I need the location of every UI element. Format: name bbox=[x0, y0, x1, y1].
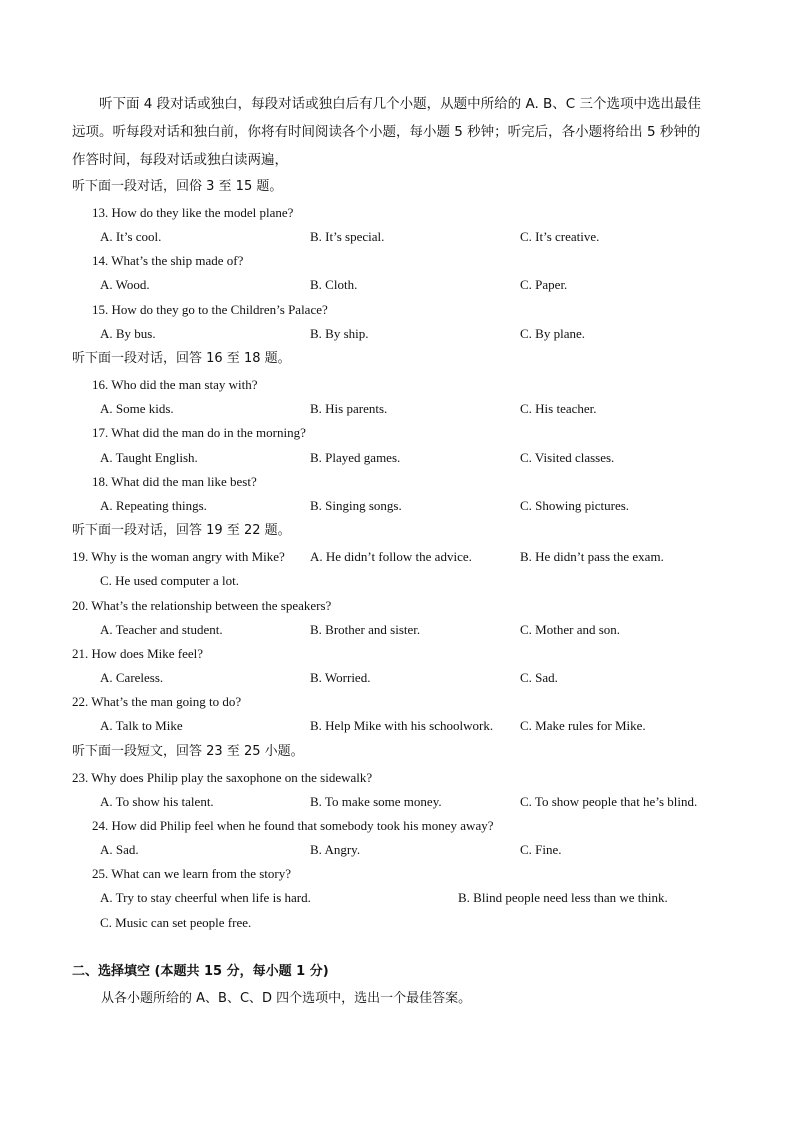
question-17-option-a: A. Taught English. bbox=[100, 450, 198, 465]
section-heading-3: 听下面一段对话，回答 19 至 22 题。 bbox=[72, 523, 291, 538]
question-14-option-b: B. Cloth. bbox=[310, 277, 358, 292]
question-14-option-c: C. Paper. bbox=[520, 277, 568, 292]
question-22-option-a: A. Talk to Mike bbox=[100, 718, 183, 733]
question-25-option-c: C. Music can set people free. bbox=[100, 915, 252, 930]
part-2-title: 二、选择填空 (本题共 15 分，每小题 1 分) bbox=[72, 964, 329, 979]
question-21-option-b: B. Worried. bbox=[310, 670, 371, 685]
question-15-option-c: C. By plane. bbox=[520, 326, 585, 341]
question-19-stem: 19. Why is the woman angry with Mike? bbox=[72, 549, 285, 564]
question-18-stem: 18. What did the man like best? bbox=[92, 474, 257, 489]
question-25-stem: 25. What can we learn from the story? bbox=[92, 866, 292, 881]
question-14-stem: 14. What’s the ship made of? bbox=[92, 253, 244, 268]
section-heading-1: 听下面一段对话，回俗 3 至 15 题。 bbox=[72, 179, 283, 194]
question-20-stem: 20. What’s the relationship between the speakers? bbox=[72, 598, 332, 613]
question-16-stem: 16. Who did the man stay with? bbox=[92, 377, 258, 392]
question-17-option-b: B. Played games. bbox=[310, 450, 401, 465]
question-13-option-a: A. It’s cool. bbox=[100, 229, 162, 244]
question-18-option-b: B. Singing songs. bbox=[310, 498, 402, 513]
question-21-option-a: A. Careless. bbox=[100, 670, 164, 685]
question-25-option-a: A. Try to stay cheerful when life is hard. bbox=[100, 890, 311, 905]
question-20-option-c: C. Mother and son. bbox=[520, 622, 621, 637]
part-2-instruction: 从各小题所给的 A、B、C、D 四个选项中，选出一个最佳答案。 bbox=[101, 991, 472, 1006]
question-15-option-a: A. By bus. bbox=[100, 326, 156, 341]
question-13-option-c: C. It’s creative. bbox=[520, 229, 600, 244]
question-16-option-a: A. Some kids. bbox=[100, 401, 174, 416]
question-17-stem: 17. What did the man do in the morning? bbox=[92, 425, 306, 440]
section-heading-4: 听下面一段短文，回答 23 至 25 小题。 bbox=[72, 744, 304, 759]
question-20-option-a: A. Teacher and student. bbox=[100, 622, 223, 637]
question-16-option-c: C. His teacher. bbox=[520, 401, 597, 416]
question-23-option-c: C. To show people that he’s blind. bbox=[520, 794, 698, 809]
section-heading-2: 听下面一段对话，回答 16 至 18 题。 bbox=[72, 351, 291, 366]
question-15-stem: 15. How do they go to the Children’s Palace? bbox=[92, 302, 328, 317]
intro-line-3: 作答时间，每段对话或独白读两遍， bbox=[72, 152, 288, 168]
question-17-option-c: C. Visited classes. bbox=[520, 450, 615, 465]
question-24-stem: 24. How did Philip feel when he found that somebody took his money away? bbox=[92, 818, 494, 833]
question-24-option-c: C. Fine. bbox=[520, 842, 562, 857]
question-22-stem: 22. What’s the man going to do? bbox=[72, 694, 242, 709]
question-23-stem: 23. Why does Philip play the saxophone on the sidewalk? bbox=[72, 770, 373, 785]
question-19-option-c: C. He used computer a lot. bbox=[100, 573, 239, 588]
question-23-option-b: B. To make some money. bbox=[310, 794, 442, 809]
question-24-option-b: B. Angry. bbox=[310, 842, 361, 857]
question-22-option-c: C. Make rules for Mike. bbox=[520, 718, 646, 733]
question-18-option-a: A. Repeating things. bbox=[100, 498, 207, 513]
question-13-option-b: B. It’s special. bbox=[310, 229, 385, 244]
question-21-stem: 21. How does Mike feel? bbox=[72, 646, 204, 661]
question-19-option-a: A. He didn’t follow the advice. bbox=[310, 549, 472, 564]
question-25-option-b: B. Blind people need less than we think. bbox=[458, 890, 668, 905]
question-19-option-b: B. He didn’t pass the exam. bbox=[520, 549, 664, 564]
question-21-option-c: C. Sad. bbox=[520, 670, 558, 685]
question-20-option-b: B. Brother and sister. bbox=[310, 622, 421, 637]
question-13-stem: 13. How do they like the model plane? bbox=[92, 205, 294, 220]
intro-line-1: 听下面 4 段对话或独白，每段对话或独白后有几个小题，从题中所给的 A. B、C 三个选项中选出最佳 bbox=[99, 96, 702, 112]
question-14-option-a: A. Wood. bbox=[100, 277, 150, 292]
question-15-option-b: B. By ship. bbox=[310, 326, 369, 341]
question-18-option-c: C. Showing pictures. bbox=[520, 498, 630, 513]
question-22-option-b: B. Help Mike with his schoolwork. bbox=[310, 718, 494, 733]
question-24-option-a: A. Sad. bbox=[100, 842, 139, 857]
question-16-option-b: B. His parents. bbox=[310, 401, 388, 416]
question-23-option-a: A. To show his talent. bbox=[100, 794, 214, 809]
intro-line-2: 远项。听每段对话和独白前，你将有时间阅读各个小题，每小题 5 秒钟；听完后，各小题将给出 5 秒钟的 bbox=[72, 124, 701, 140]
